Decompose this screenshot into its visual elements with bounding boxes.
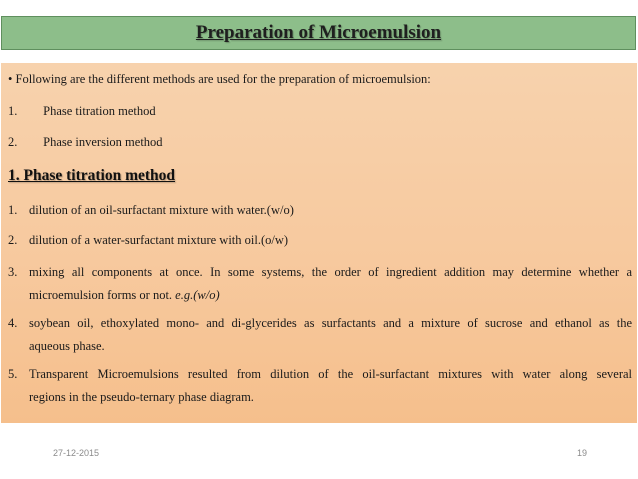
point-item <box>8 229 632 252</box>
method-item <box>8 104 156 119</box>
point-number: 1. <box>8 203 18 217</box>
point-item <box>8 363 632 409</box>
intro-text: • Following are the different methods are used for the preparation of microemulsion: <box>8 72 431 86</box>
point-text-line2 <box>29 284 632 307</box>
point-item <box>8 199 632 222</box>
section-heading: 1. Phase titration method <box>8 167 176 184</box>
point-text-line2: regions in the pseudo-ternary phase diagram. <box>29 390 254 404</box>
point-text-line1: Transparent Microemulsions resulted from dilution of the oil-surfactant mixtures with water along several <box>29 367 632 381</box>
method-number: 1. <box>8 104 18 118</box>
method-label: Phase inversion method <box>43 135 163 149</box>
point-example: e.g.(w/o) <box>175 288 220 302</box>
point-item <box>8 261 632 307</box>
point-text-line2-main: microemulsion forms or not. <box>29 288 173 302</box>
point-text: dilution of an oil-surfactant mixture with water.(w/o) <box>29 203 294 217</box>
point-number: 2. <box>8 233 18 247</box>
point-text: dilution of a water-surfactant mixture with oil.(o/w) <box>29 233 289 247</box>
method-item <box>8 135 163 150</box>
slide-title: Preparation of Microemulsion <box>195 22 442 43</box>
method-number: 2. <box>8 135 18 149</box>
page-number: 19 <box>577 448 588 458</box>
point-number: 3. <box>8 265 18 279</box>
point-text-line1: soybean oil, ethoxylated mono- and di-glycerides as surfactants and a mixture of sucrose and ethanol as the <box>29 316 632 330</box>
title-bar <box>1 16 636 50</box>
point-text-line2: aqueous phase. <box>29 339 105 353</box>
content-box <box>1 63 637 423</box>
point-item <box>8 312 632 358</box>
point-number: 4. <box>8 316 18 330</box>
point-text-line1: mixing all components at once. In some systems, the order of ingredient addition may determine whether a <box>29 265 632 279</box>
method-label: Phase titration method <box>43 104 156 118</box>
point-number: 5. <box>8 367 18 381</box>
footer-date: 27-12-2015 <box>53 448 100 458</box>
